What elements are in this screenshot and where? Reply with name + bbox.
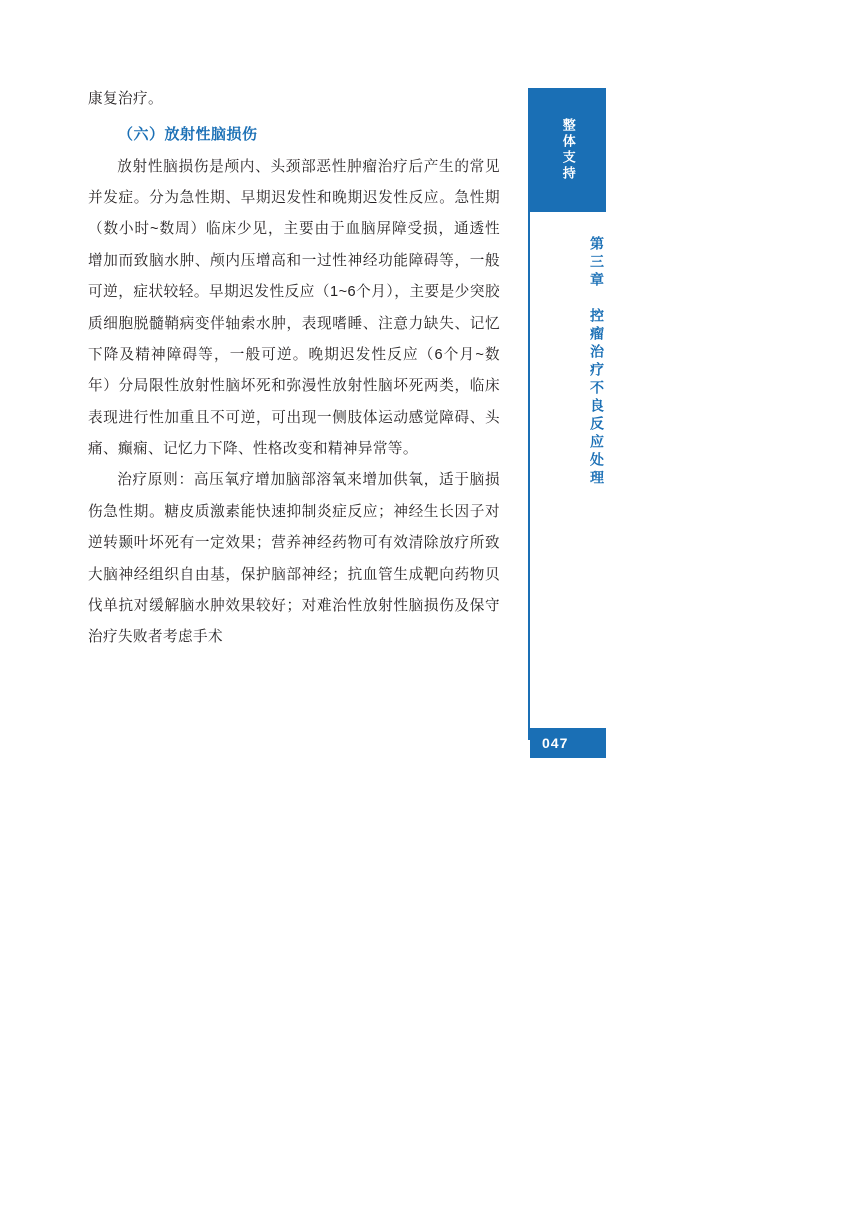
chapter-title-vertical: 第三章 控瘤治疗不良反应处理 xyxy=(589,236,605,488)
section-tab xyxy=(530,88,606,212)
paragraph-2: 治疗原则：高压氧疗增加脑部溶氧来增加供氧，适于脑损伤急性期。糖皮质激素能快速抑制炎症反应；神经生长因子对逆转颞叶坏死有一定效果；营养神经药物可有效清除放疗所致大脑神经组织自由基，保护脑部神经；抗血管生成靶向药物贝伐单抗对缓解脑水肿效果较好；对难治性放射性脑损伤及保守治疗失败者考虑手术 xyxy=(88,472,500,646)
section-tab-label: 整体支持 xyxy=(560,118,576,182)
continued-line: 康复治疗。 xyxy=(88,91,163,107)
paragraph-1: 放射性脑损伤是颅内、头颈部恶性肿瘤治疗后产生的常见并发症。分为急性期、早期迟发性和晚期迟发性反应。急性期（数小时~数周）临床少见，主要由于血脑屏障受损，通透性增加而致脑水肿、颅内压增高和一过性神经功能障碍等，一般可逆，症状较轻。早期迟发性反应（1~6个月），主要是少突胶质细胞脱髓鞘病变伴轴索水肿，表现嗜睡、注意力缺失、记忆下降及精神障碍等，一般可逆。晚期迟发性反应（6个月~数年）分局限性放射性脑坏死和弥漫性放射性脑坏死两类，临床表现进行性加重且不可逆，可出现一侧肢体运动感觉障碍、头痛、癫痫、记忆力下降、性格改变和精神异常等。 xyxy=(88,158,500,457)
body-text-column xyxy=(88,84,500,654)
page-number: 047 xyxy=(530,728,606,758)
section-heading: （六）放射性脑损伤 xyxy=(118,126,258,144)
